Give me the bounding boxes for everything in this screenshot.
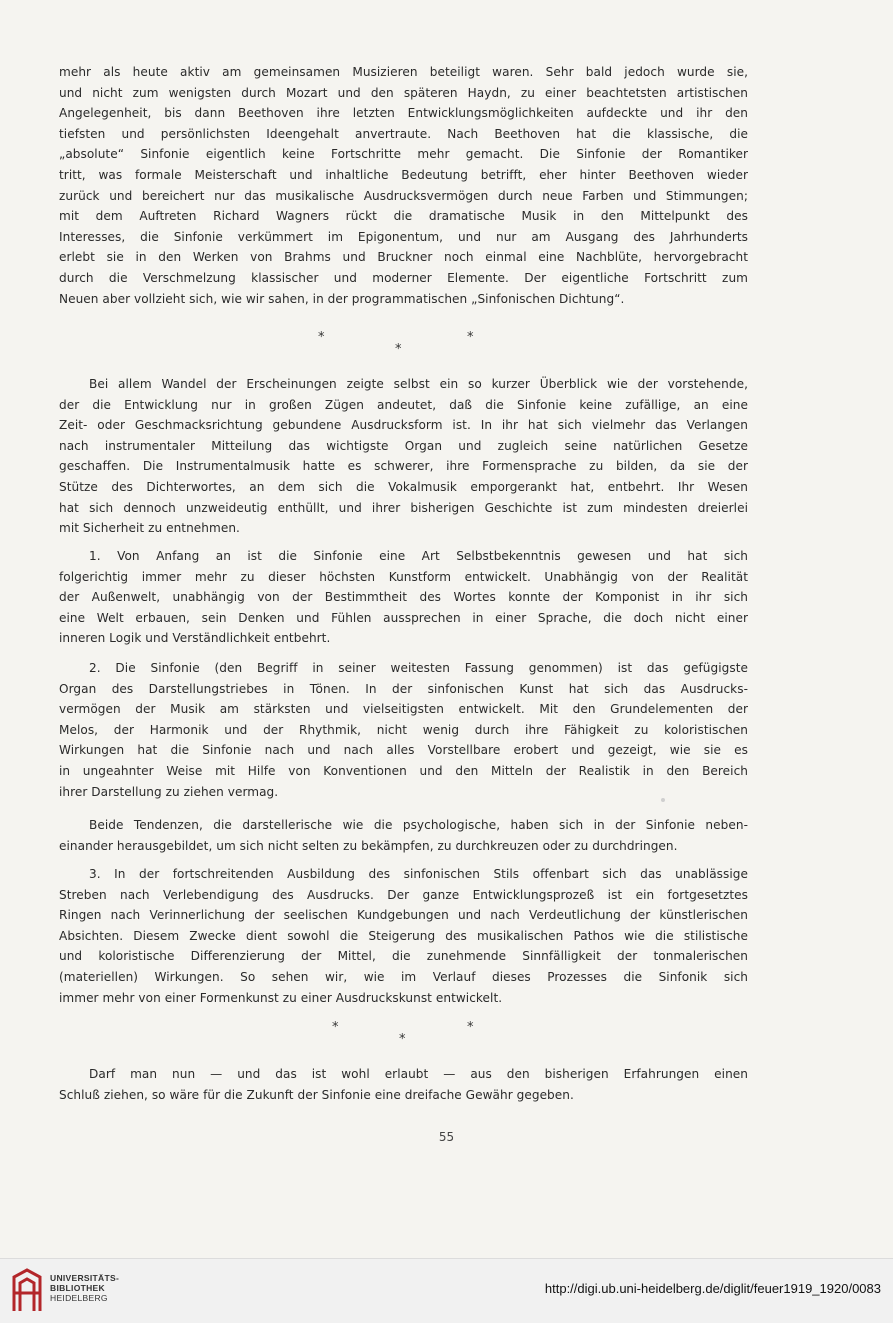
paragraph-3 <box>59 546 748 649</box>
text-line: 2. Die Sinfonie (den Begriff in seiner weitesten Fassung genommen) ist das gefügigste <box>89 661 748 675</box>
text-line: inneren Logik und Verständlichkeit entbehrt. <box>59 631 331 646</box>
scan-speck <box>661 798 665 802</box>
text-line: der Außenwelt, unabhängig von der Bestimmtheit des Wortes konnte der Komponist in ihr sich <box>59 590 748 605</box>
paragraph-4 <box>59 658 748 802</box>
text-line: zurück und bereichert nur das musikalische Ausdrucksvermögen durch neue Farben und Stimmungen; <box>59 188 748 203</box>
library-name <box>50 1273 119 1303</box>
page-number: 55 <box>438 1130 455 1144</box>
university-library-logo-icon <box>10 1267 44 1313</box>
text-line: immer mehr von einer Formenkunst zu einer Ausdruckskunst entwickelt. <box>59 990 503 1005</box>
text-line: mit Sicherheit zu entnehmen. <box>59 521 240 536</box>
library-name-line: BIBLIOTHEK <box>50 1283 105 1293</box>
text-line: und koloristische Differenzierung der Mittel, die zunehmende Sinnfälligkeit der tonmalerischen <box>59 949 748 964</box>
text-line: Stütze des Dichterwortes, an dem sich die Vokalmusik emporgerankt hat, entbehrt. Ihr Wesen <box>59 479 748 494</box>
library-name-line: UNIVERSITÄTS- <box>50 1273 120 1283</box>
text-line: Ringen nach Verinnerlichung der seelischen Kundgebungen und nach Verdeutlichung der künstlerischen <box>59 908 748 923</box>
text-line: eine Welt erbauen, sein Denken und Fühlen aussprechen in einer Sprache, die doch nicht einer <box>59 610 748 625</box>
paragraph-1 <box>59 62 748 309</box>
paragraph-6 <box>59 864 748 1008</box>
text-line: nach instrumentaler Mitteilung das wichtigste Organ und zugleich seine natürlichen Gesetze <box>59 438 748 453</box>
text-line: der die Entwicklung nur in großen Zügen andeutet, daß die Sinfonie keine zufällige, an eine <box>59 397 748 412</box>
text-line: hat sich dennoch unzweideutig enthüllt, und ihrer bisherigen Geschichte ist zum mindesten dreierlei <box>59 500 748 515</box>
paragraph-2 <box>59 374 748 539</box>
paragraph-7 <box>59 1064 748 1105</box>
asterisk: * <box>318 330 325 345</box>
library-name-line: HEIDELBERG <box>50 1293 108 1303</box>
text-line: einander herausgebildet, um sich nicht selten zu bekämpfen, zu durchkreuzen oder zu durchdringen. <box>59 838 678 853</box>
text-line: folgerichtig immer mehr zu dieser höchsten Kunstform entwickelt. Unabhängig von der Realität <box>59 569 748 584</box>
text-line: Bei allem Wandel der Erscheinungen zeigte selbst ein so kurzer Überblick wie der vorstehende, <box>89 377 748 391</box>
text-line: erlebt sie in den Werken von Brahms und Bruckner noch einmal eine Nachblüte, hervorgebracht <box>59 250 748 265</box>
text-line: geschaffen. Die Instrumentalmusik hatte es schwerer, ihre Formensprache zu bilden, da sie der <box>59 459 748 474</box>
text-line: tritt, was formale Meisterschaft und inhaltliche Bedeutung betrifft, eher hinter Beethoven wieder <box>59 167 748 182</box>
asterisk: * <box>467 330 474 345</box>
text-line: Schluß ziehen, so wäre für die Zukunft der Sinfonie eine dreifache Gewähr gegeben. <box>59 1087 574 1102</box>
text-line: mit dem Auftreten Richard Wagners rückt die dramatische Musik in den Mittelpunkt des <box>59 209 748 224</box>
text-line: Wirkungen hat die Sinfonie nach und nach alles Vorstellbare erobert und gezeigt, wie sie es <box>59 743 748 758</box>
asterisk: * <box>332 1020 339 1035</box>
text-line: in ungeahnter Weise mit Hilfe von Konventionen und den Mitteln der Realistik in den Bereich <box>59 763 748 778</box>
text-line: Darf man nun — und das ist wohl erlaubt — aus den bisherigen Erfahrungen einen <box>89 1067 748 1081</box>
section-separator-2 <box>0 1020 893 1060</box>
asterisk: * <box>395 342 402 357</box>
text-line: „absolute“ Sinfonie eigentlich keine Fortschritte mehr gemacht. Die Sinfonie der Romantiker <box>59 147 748 162</box>
text-line: Beide Tendenzen, die darstellerische wie die psychologische, haben sich in der Sinfonie neben- <box>89 818 748 832</box>
viewer-footer <box>0 1258 893 1323</box>
text-line: vermögen der Musik am stärksten und vielseitigsten entwickelt. Mit den Grundelementen der <box>59 702 748 717</box>
text-line: tiefsten und persönlichsten Ideengehalt anvertraute. Nach Beethoven hat die klassische, die <box>59 126 748 141</box>
text-line: Zeit- oder Geschmacksrichtung gebundene Ausdrucksform ist. In ihr hat sich vielmehr das Verlangen <box>59 418 748 433</box>
text-line: 3. In der fortschreitenden Ausbildung des sinfonischen Stils offenbart sich das unablässige <box>89 867 748 881</box>
permalink-url[interactable]: http://digi.ub.uni-heidelberg.de/diglit/feuer1919_1920/0083 <box>544 1281 881 1296</box>
text-line: durch die Verschmelzung klassischer und moderner Elemente. Der eigentliche Fortschritt zum <box>59 270 748 285</box>
paragraph-5 <box>59 815 748 856</box>
text-line: Interesses, die Sinfonie verkümmert im Epigonentum, und nur am Ausgang des Jahrhunderts <box>59 229 748 244</box>
text-line: Neuen aber vollzieht sich, wie wir sahen, in der programmatischen „Sinfonischen Dichtung“. <box>59 291 625 306</box>
text-line: und nicht zum wenigsten durch Mozart und den späteren Haydn, zu einer beachtetsten artistischen <box>59 85 748 100</box>
text-line: Organ des Darstellungstriebes in Tönen. In der sinfonischen Kunst hat sich das Ausdrucks- <box>59 681 748 696</box>
text-line: Absichten. Diesem Zwecke dient sowohl die Steigerung des musikalischen Pathos wie die stilistische <box>59 928 748 943</box>
text-line: mehr als heute aktiv am gemeinsamen Musizieren beteiligt waren. Sehr bald jedoch wurde sie, <box>59 65 748 79</box>
text-line: 1. Von Anfang an ist die Sinfonie eine Art Selbstbekenntnis gewesen und hat sich <box>89 549 748 563</box>
section-separator-1 <box>0 330 893 370</box>
asterisk: * <box>467 1020 474 1035</box>
text-line: (materiellen) Wirkungen. So sehen wir, wie im Verlauf dieses Prozesses die Sinfonik sich <box>59 969 748 984</box>
text-line: Angelegenheit, bis dann Beethoven ihre letzten Entwicklungsmöglichkeiten aufdeckte und ihr den <box>59 106 748 121</box>
text-line: Melos, der Harmonik und der Rhythmik, nicht wenig durch ihre Fähigkeit zu koloristischen <box>59 722 748 737</box>
asterisk: * <box>399 1032 406 1047</box>
text-line: Streben nach Verlebendigung des Ausdrucks. Der ganze Entwicklungsprozeß ist ein fortgesetztes <box>59 887 748 902</box>
text-line: ihrer Darstellung zu ziehen vermag. <box>59 784 279 799</box>
